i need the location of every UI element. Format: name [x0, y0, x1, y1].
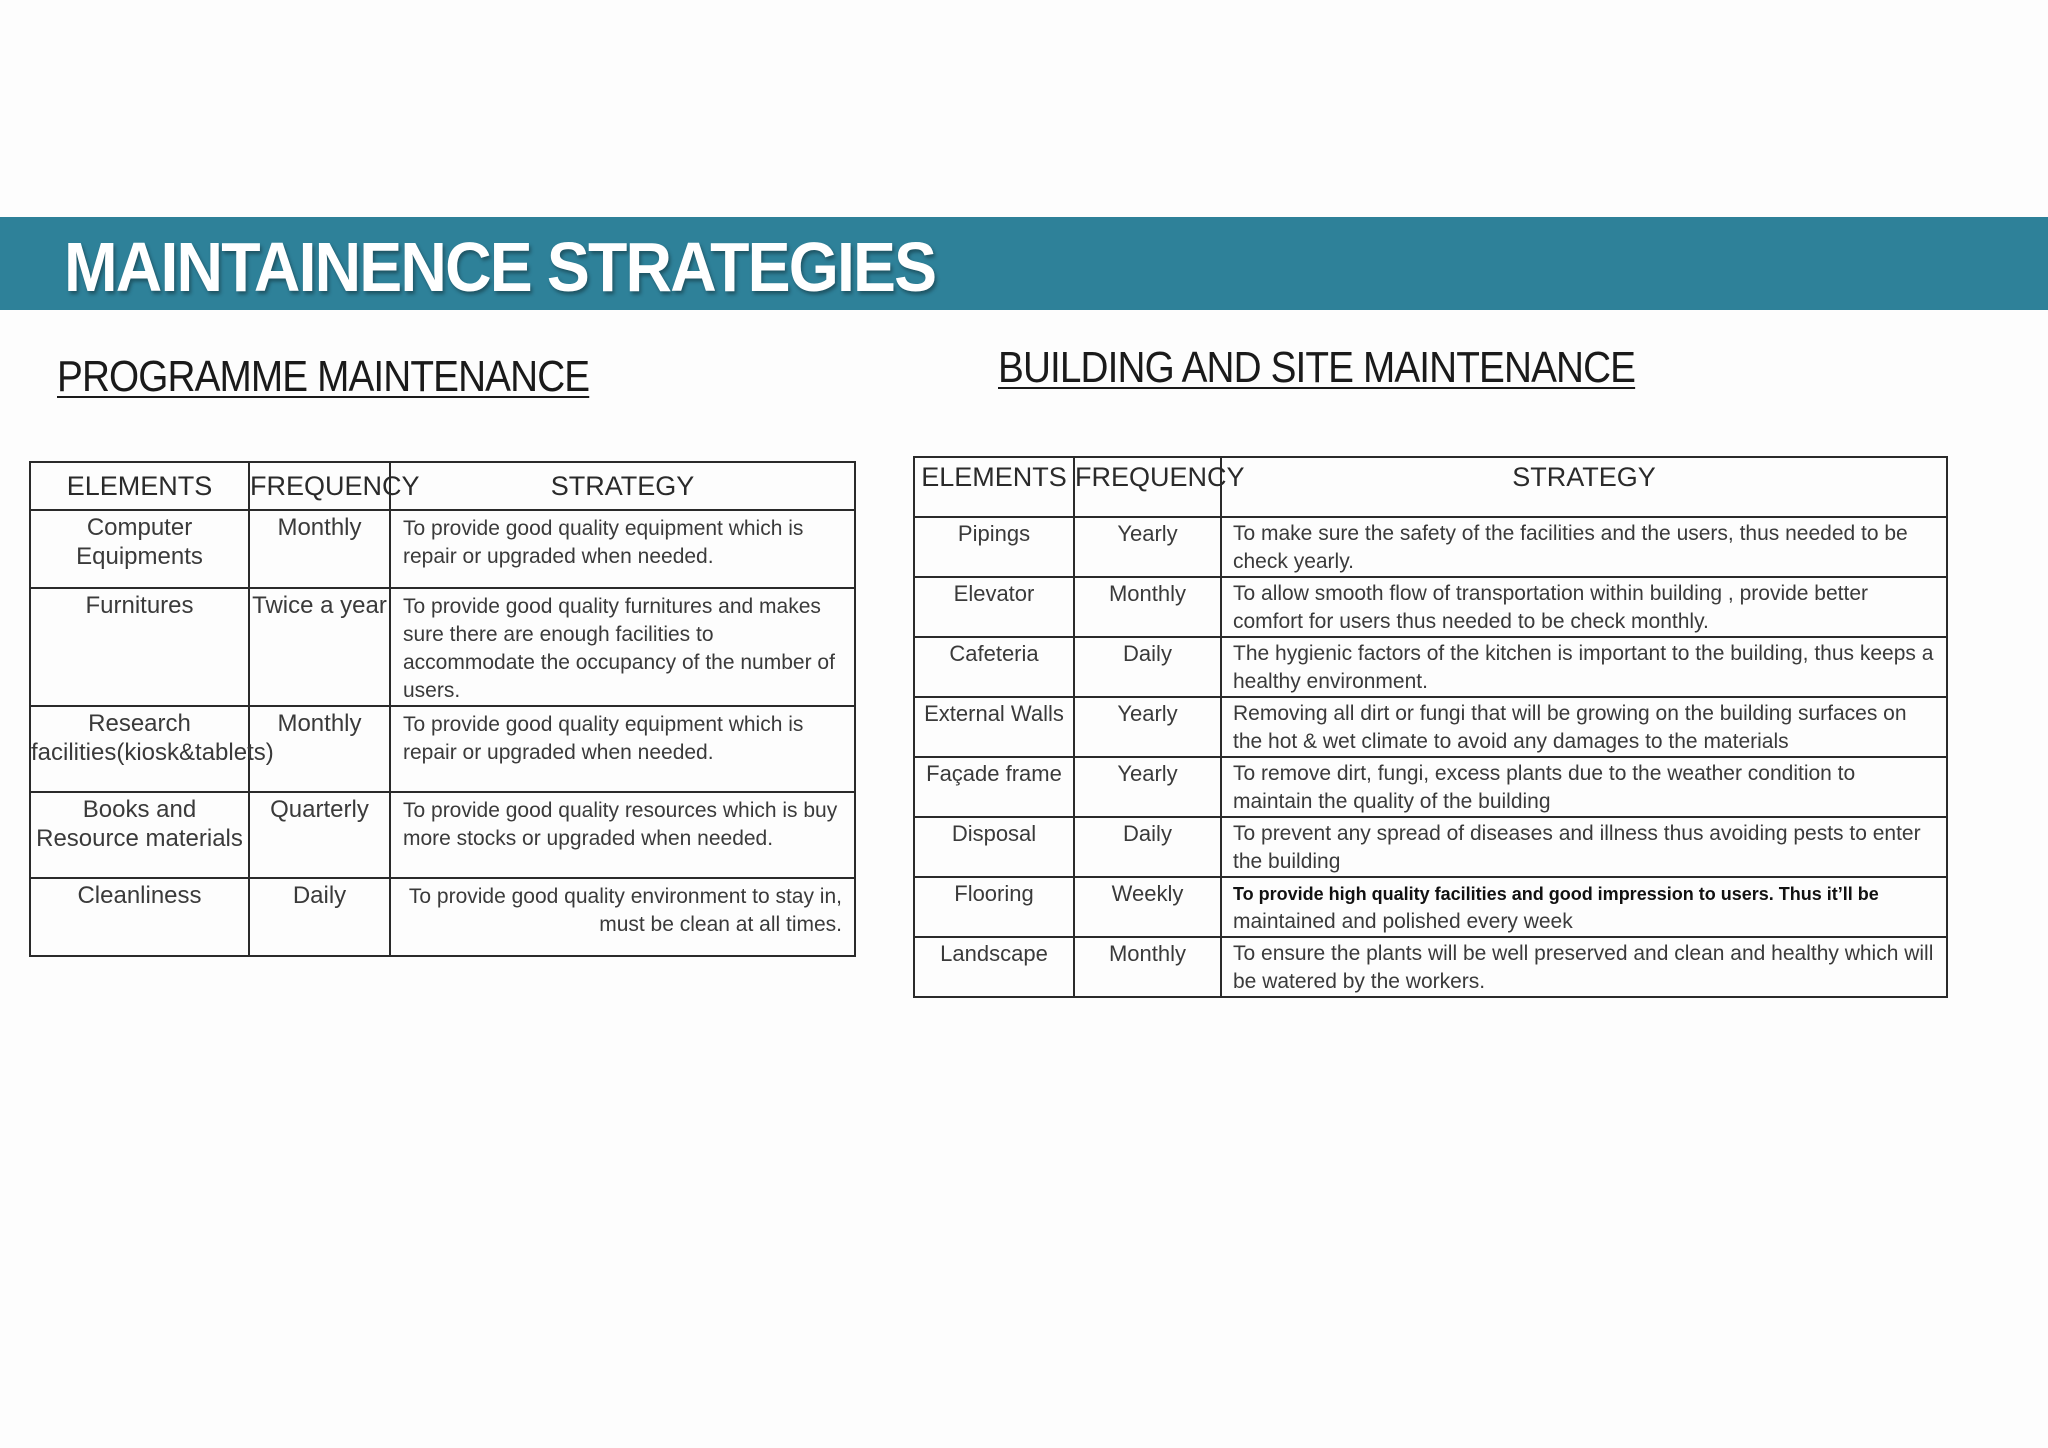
strategy-cell: To allow smooth flow of transportation within building , provide better comfort for users thus needed to be check monthly. [1221, 577, 1947, 637]
element-cell: Research facilities(kiosk&tablets) [30, 706, 249, 792]
element-cell: Cafeteria [914, 637, 1074, 697]
table-row [30, 510, 855, 588]
table-header-row [30, 462, 855, 510]
page-title: MAINTAINENCE STRATEGIES [64, 228, 936, 306]
strategy-cell: To provide good quality environment to stay in, must be clean at all times. [390, 878, 855, 956]
header-frequency: FREQUENCY [1074, 457, 1221, 517]
header-strategy: STRATEGY [390, 462, 855, 510]
strategy-cell [1221, 877, 1947, 937]
header-elements: ELEMENTS [30, 462, 249, 510]
frequency-cell: Yearly [1074, 517, 1221, 577]
frequency-cell: Monthly [1074, 577, 1221, 637]
element-cell: External Walls [914, 697, 1074, 757]
programme-maintenance-heading: PROGRAMME MAINTENANCE [57, 352, 590, 401]
frequency-cell: Monthly [249, 510, 390, 588]
element-cell: Furnitures [30, 588, 249, 706]
frequency-cell: Twice a year [249, 588, 390, 706]
element-cell: Flooring [914, 877, 1074, 937]
frequency-cell: Quarterly [249, 792, 390, 878]
strategy-cell: To provide good quality furnitures and makes sure there are enough facilities to accommodate the occupancy of the number of users. [390, 588, 855, 706]
strategy-cell: The hygienic factors of the kitchen is important to the building, thus keeps a healthy environment. [1221, 637, 1947, 697]
table-row [914, 697, 1947, 757]
element-cell: Computer Equipments [30, 510, 249, 588]
frequency-cell: Monthly [249, 706, 390, 792]
strategy-cell: Removing all dirt or fungi that will be growing on the building surfaces on the hot & wet climate to avoid any damages to the materials [1221, 697, 1947, 757]
element-cell: Landscape [914, 937, 1074, 997]
strategy-cell: To prevent any spread of diseases and illness thus avoiding pests to enter the building [1221, 817, 1947, 877]
strategy-cell: To provide good quality equipment which is repair or upgraded when needed. [390, 706, 855, 792]
frequency-cell: Yearly [1074, 697, 1221, 757]
strategy-bold-text: To provide high quality facilities and good impression to users. Thus it’ll be [1233, 884, 1879, 904]
frequency-cell: Daily [1074, 637, 1221, 697]
table-row [914, 517, 1947, 577]
table-row [30, 588, 855, 706]
element-cell: Façade frame [914, 757, 1074, 817]
header-elements: ELEMENTS [914, 457, 1074, 517]
table-row [914, 577, 1947, 637]
table-row [914, 817, 1947, 877]
strategy-cell: To ensure the plants will be well preserved and clean and healthy which will be watered by the workers. [1221, 937, 1947, 997]
table-row [914, 877, 1947, 937]
table-row [914, 637, 1947, 697]
frequency-cell: Weekly [1074, 877, 1221, 937]
table-row [914, 937, 1947, 997]
frequency-cell: Monthly [1074, 937, 1221, 997]
frequency-cell: Daily [249, 878, 390, 956]
table-row [30, 706, 855, 792]
table-header-row [914, 457, 1947, 517]
building-site-maintenance-table [913, 456, 1948, 998]
strategy-text: maintained and polished every week [1233, 910, 1573, 933]
building-site-maintenance-heading: BUILDING AND SITE MAINTENANCE [998, 343, 1636, 392]
strategy-cell: To provide good quality equipment which is repair or upgraded when needed. [390, 510, 855, 588]
element-cell: Elevator [914, 577, 1074, 637]
table-row [30, 878, 855, 956]
header-frequency: FREQUENCY [249, 462, 390, 510]
element-cell: Disposal [914, 817, 1074, 877]
element-cell: Books and Resource materials [30, 792, 249, 878]
table-row [30, 792, 855, 878]
table-row [914, 757, 1947, 817]
strategy-cell: To remove dirt, fungi, excess plants due to the weather condition to maintain the quality of the building [1221, 757, 1947, 817]
frequency-cell: Yearly [1074, 757, 1221, 817]
header-strategy: STRATEGY [1221, 457, 1947, 517]
element-cell: Cleanliness [30, 878, 249, 956]
title-banner [0, 217, 2048, 310]
programme-maintenance-table [29, 461, 856, 957]
element-cell: Pipings [914, 517, 1074, 577]
strategy-cell: To provide good quality resources which is buy more stocks or upgraded when needed. [390, 792, 855, 878]
frequency-cell: Daily [1074, 817, 1221, 877]
strategy-cell: To make sure the safety of the facilities and the users, thus needed to be check yearly. [1221, 517, 1947, 577]
